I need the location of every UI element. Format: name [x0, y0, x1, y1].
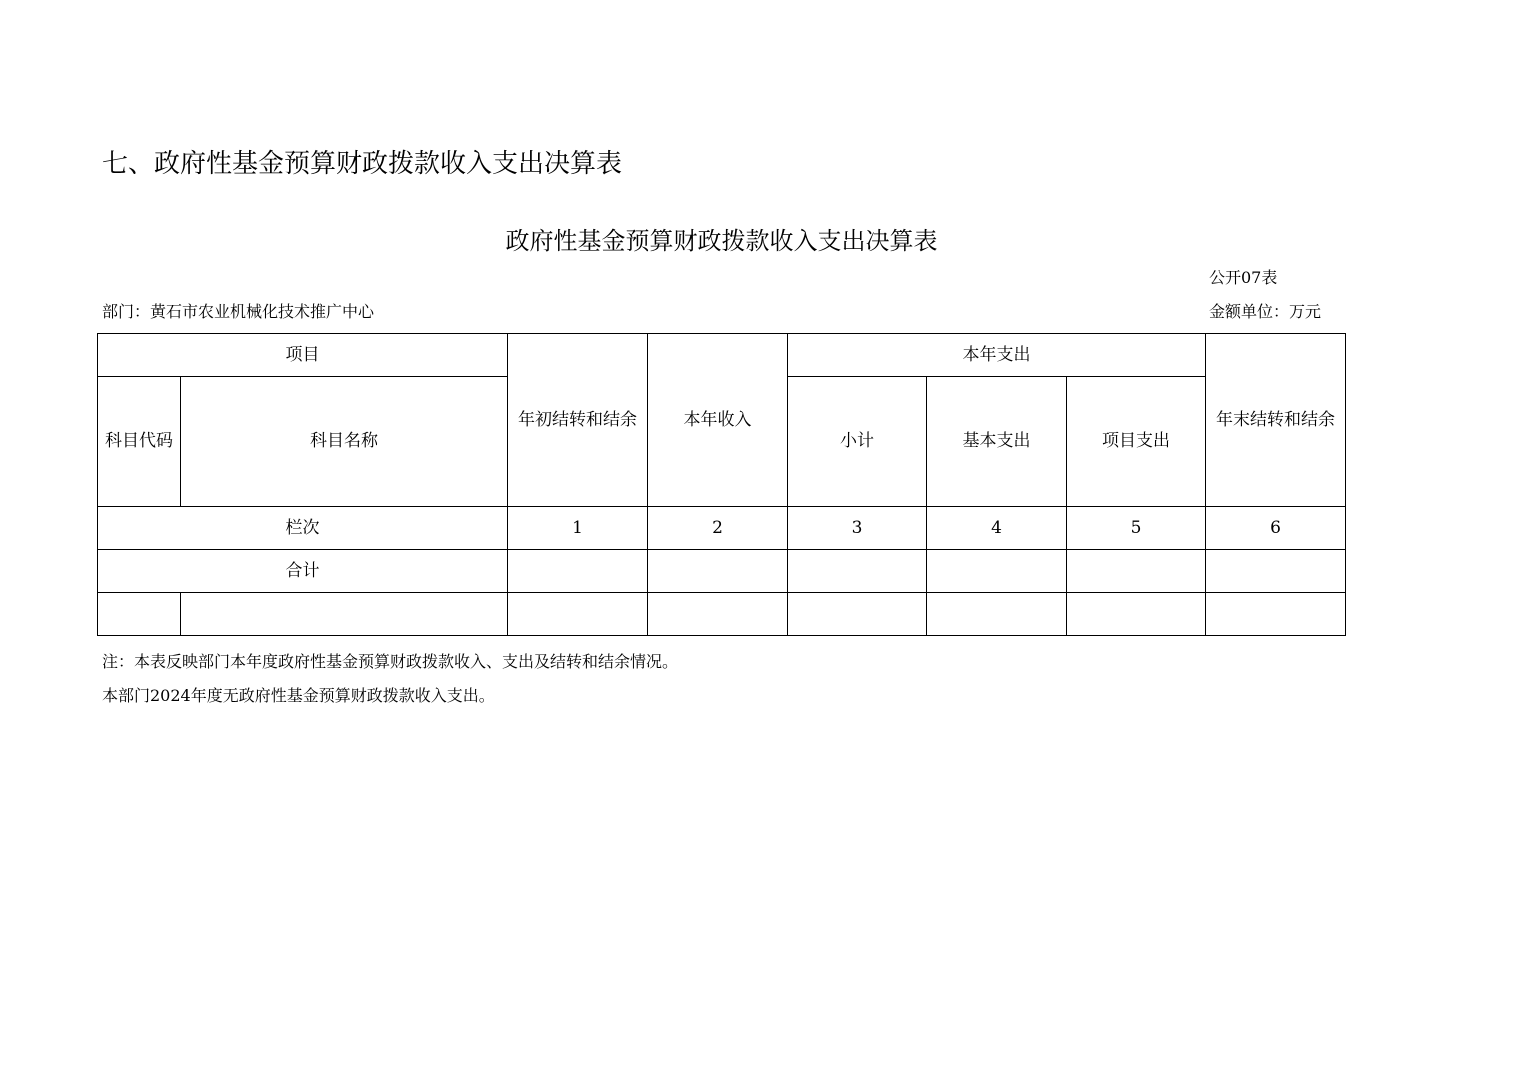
total-label: 合计: [98, 550, 508, 593]
row-cell: [508, 593, 648, 636]
row-cell: [927, 593, 1067, 636]
total-cell: [508, 550, 648, 593]
header-subtotal: 小计: [788, 377, 927, 507]
table-note: 注：本表反映部门本年度政府性基金预算财政拨款收入、支出及结转和结余情况。: [102, 652, 679, 671]
column-index-cell: 3: [788, 507, 927, 550]
column-index-row: [98, 507, 1346, 550]
header-income: 本年收入: [648, 334, 788, 507]
total-row: [98, 550, 1346, 593]
header-end-balance: 年末结转和结余: [1206, 334, 1346, 507]
column-index-cell: 1: [508, 507, 648, 550]
header-basic-expenditure: 基本支出: [927, 377, 1067, 507]
no-data-note: 本部门2024年度无政府性基金预算财政拨款收入支出。: [102, 686, 495, 705]
row-subject-name: [181, 593, 508, 636]
amount-unit-label: 金额单位：万元: [1209, 302, 1322, 321]
total-cell: [648, 550, 788, 593]
row-subject-code: [98, 593, 181, 636]
table-row: [98, 593, 1346, 636]
header-subject-name: 科目名称: [181, 377, 508, 507]
header-row-1: [98, 334, 1346, 377]
header-begin-balance: 年初结转和结余: [508, 334, 648, 507]
header-item: 项目: [98, 334, 508, 377]
total-cell: [1067, 550, 1206, 593]
row-cell: [788, 593, 927, 636]
header-project-expenditure: 项目支出: [1067, 377, 1206, 507]
total-cell: [927, 550, 1067, 593]
header-subject-code: 科目代码: [98, 377, 181, 507]
department-label: 部门：黄石市农业机械化技术推广中心: [102, 302, 375, 321]
column-index-cell: 4: [927, 507, 1067, 550]
header-expenditure: 本年支出: [788, 334, 1206, 377]
row-cell: [1067, 593, 1206, 636]
column-index-cell: 2: [648, 507, 788, 550]
total-cell: [788, 550, 927, 593]
column-index-label: 栏次: [98, 507, 508, 550]
section-heading: 七、政府性基金预算财政拨款收入支出决算表: [102, 149, 623, 179]
column-index-cell: 6: [1206, 507, 1346, 550]
column-index-cell: 5: [1067, 507, 1206, 550]
row-cell: [1206, 593, 1346, 636]
row-cell: [648, 593, 788, 636]
budget-table: [97, 333, 1346, 636]
form-code: 公开07表: [1209, 268, 1278, 287]
table-title: 政府性基金预算财政拨款收入支出决算表: [505, 227, 938, 255]
total-cell: [1206, 550, 1346, 593]
